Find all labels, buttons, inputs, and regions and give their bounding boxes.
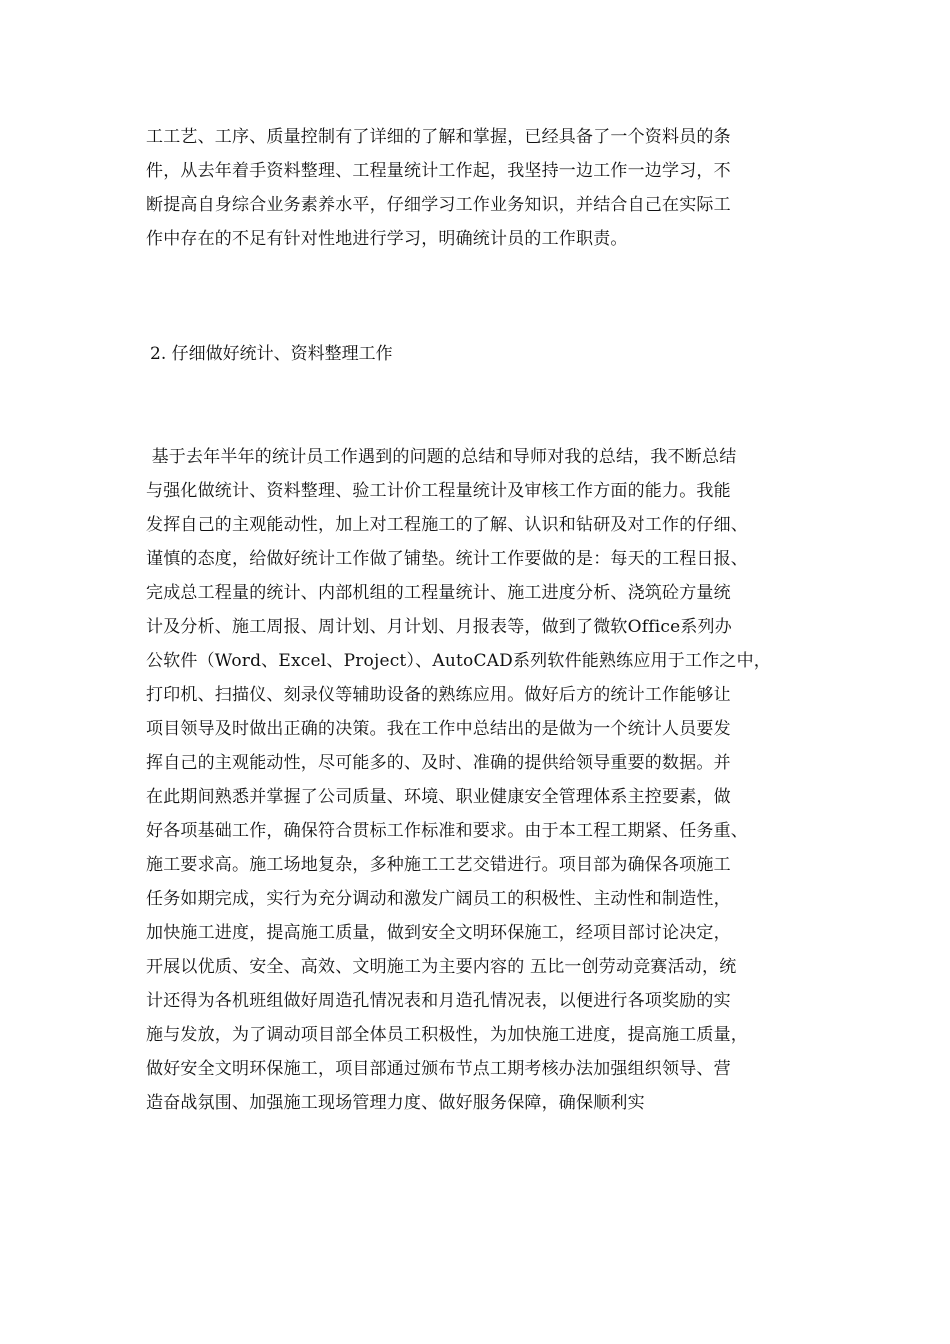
text-line: 做好安全文明环保施工，项目部通过颁布节点工期考核办法加强组织领导、营 xyxy=(146,1059,731,1079)
text-line: 加快施工进度，提高施工质量，做到安全文明环保施工，经项目部讨论决定， xyxy=(146,923,731,943)
text-line: 打印机、扫描仪、刻录仪等辅助设备的熟练应用。做好后方的统计工作能够让 xyxy=(146,685,731,705)
text-line: 与强化做统计、资料整理、验工计价工程量统计及审核工作方面的能力。我能 xyxy=(146,481,731,501)
text-line: 项目领导及时做出正确的决策。我在工作中总结出的是做为一个统计人员要发 xyxy=(146,719,731,739)
text-line: 计还得为各机班组做好周造孔情况表和月造孔情况表，以便进行各项奖励的实 xyxy=(146,991,731,1011)
paragraph-2 xyxy=(146,440,826,1120)
section-heading: 2. 仔细做好统计、资料整理工作 xyxy=(150,344,393,364)
text-line: 造奋战氛围、加强施工现场管理力度、做好服务保障，确保顺利实 xyxy=(146,1093,645,1113)
text-line: 计及分析、施工周报、周计划、月计划、月报表等，做到了微软Office系列办 xyxy=(146,617,732,637)
text-line: 发挥自己的主观能动性，加上对工程施工的了解、认识和钻研及对工作的仔细、 xyxy=(146,515,748,535)
text-line: 件，从去年着手资料整理、工程量统计工作起，我坚持一边工作一边学习，不 xyxy=(146,161,731,181)
text-line: 作中存在的不足有针对性地进行学习，明确统计员的工作职责。 xyxy=(146,229,628,249)
text-line: 开展以优质、安全、高效、文明施工为主要内容的 五比一创劳动竞赛活动，统 xyxy=(146,957,737,977)
text-line: 断提高自身综合业务素养水平，仔细学习工作业务知识，并结合自己在实际工 xyxy=(146,195,731,215)
text-line: 谨慎的态度，给做好统计工作做了铺垫。统计工作要做的是：每天的工程日报、 xyxy=(146,549,748,569)
text-line: 挥自己的主观能动性，尽可能多的、及时、准确的提供给领导重要的数据。并 xyxy=(146,753,731,773)
text-line: 施与发放，为了调动项目部全体员工积极性，为加快施工进度，提高施工质量， xyxy=(146,1025,748,1045)
text-line: 任务如期完成，实行为充分调动和激发广阔员工的积极性、主动性和制造性， xyxy=(146,889,731,909)
text-line: 公软件（Word、Excel、Project）、AutoCAD系列软件能熟练应用于工作之中， xyxy=(146,651,771,671)
text-line: 基于去年半年的统计员工作遇到的问题的总结和导师对我的总结，我不断总结 xyxy=(146,447,737,467)
text-line: 完成总工程量的统计、内部机组的工程量统计、施工进度分析、浇筑砼方量统 xyxy=(146,583,731,603)
text-line: 施工要求高。施工场地复杂，多种施工工艺交错进行。项目部为确保各项施工 xyxy=(146,855,731,875)
text-line: 在此期间熟悉并掌握了公司质量、环境、职业健康安全管理体系主控要素，做 xyxy=(146,787,731,807)
paragraph-1 xyxy=(146,120,826,256)
text-line: 工工艺、工序、质量控制有了详细的了解和掌握，已经具备了一个资料员的条 xyxy=(146,127,731,147)
text-line: 好各项基础工作，确保符合贯标工作标准和要求。由于本工程工期紧、任务重、 xyxy=(146,821,748,841)
